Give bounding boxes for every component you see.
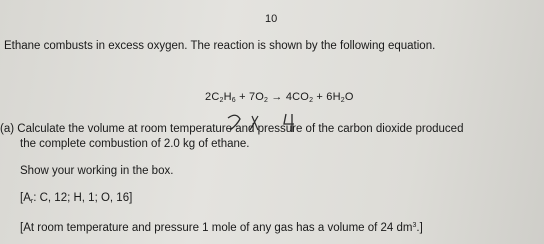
rtp-note (20, 222, 423, 234)
eq-co2: 4CO (285, 91, 310, 103)
question-a-line1 (0, 123, 463, 135)
eq-sub: 2 (340, 97, 345, 104)
relative-atomic-masses (20, 192, 132, 205)
ar-open: [A (20, 192, 31, 204)
rtp-sup: 3 (412, 222, 417, 229)
ar-rest: : C, 12; H, 1; O, 16] (33, 192, 133, 204)
eq-ethane-h: H (223, 91, 232, 103)
eq-arrow: → (268, 91, 286, 103)
show-working-instruction: Show your working in the box. (20, 165, 174, 177)
eq-ethane-c: 2C (205, 91, 220, 103)
intro-text: Ethane combusts in excess oxygen. The reaction is shown by the following equation. (4, 40, 436, 52)
question-a-line2: the complete combustion of 2.0 kg of ethane. (20, 138, 250, 150)
eq-sub: 6 (231, 97, 236, 104)
rtp-close: .] (416, 222, 423, 234)
eq-sub: 2 (264, 97, 269, 104)
ar-sub: r (30, 198, 34, 205)
eq-sub: 2 (219, 97, 224, 104)
eq-water-h: + 6H (313, 91, 341, 103)
rtp-text: [At room temperature and pressure 1 mole of any gas has a volume of 24 dm (20, 222, 413, 234)
question-a-text: Calculate the volume at room temperature and pressure of the carbon dioxide produced (17, 123, 464, 135)
eq-oxygen: + 7O (235, 91, 265, 103)
question-a-label: (a) (0, 123, 15, 135)
page-number: 10 (265, 13, 278, 25)
eq-sub: 2 (309, 97, 314, 104)
chemical-equation (205, 91, 354, 104)
eq-water-o: O (344, 91, 354, 103)
